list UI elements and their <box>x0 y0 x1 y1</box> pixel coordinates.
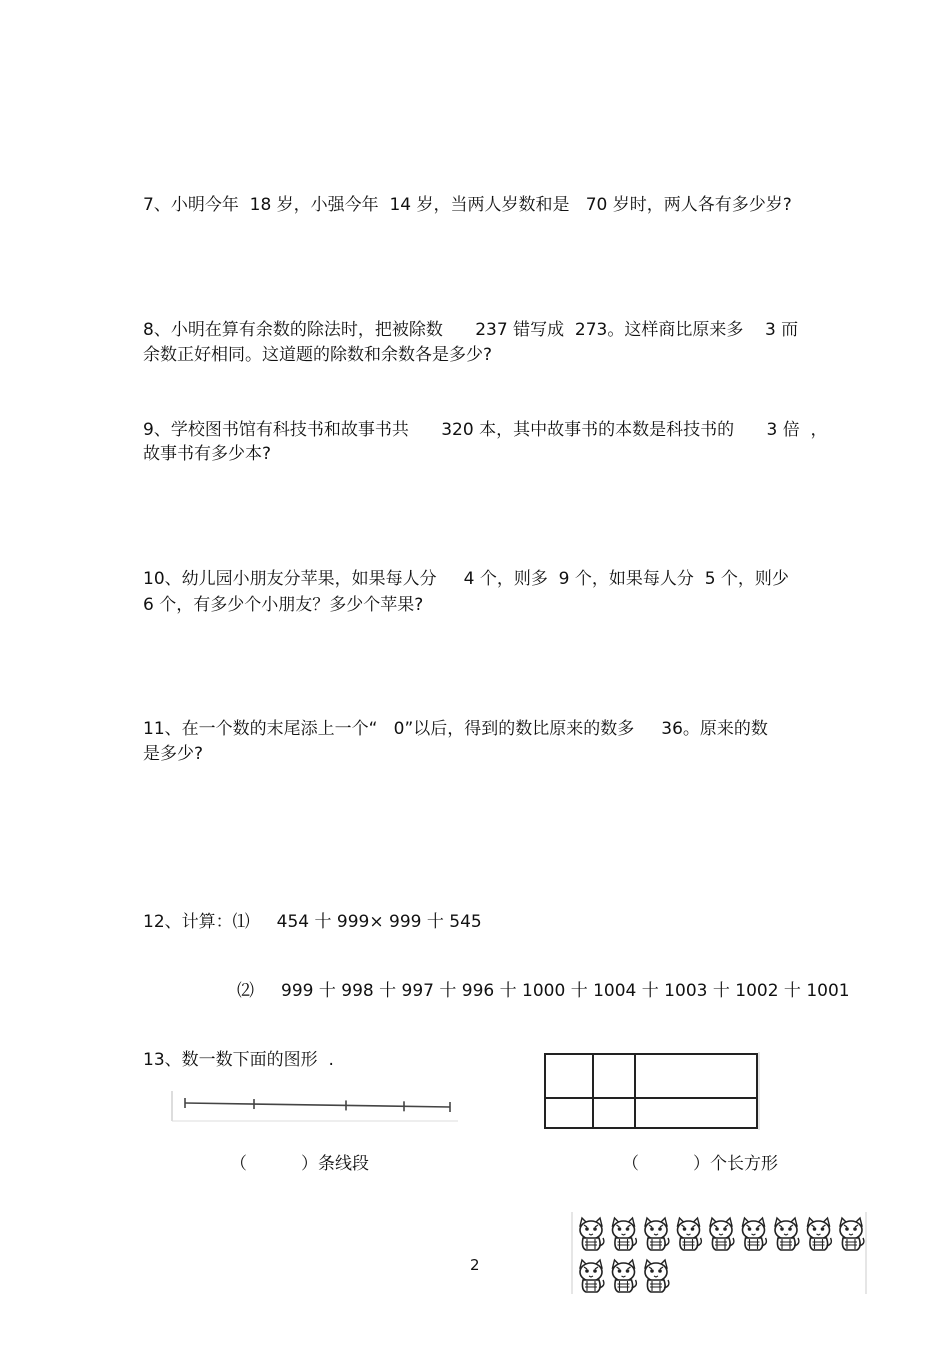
cat-icon <box>840 1218 864 1250</box>
cat-icon <box>678 1218 702 1250</box>
question-11-line-1: 11、在一个数的末尾添上一个“ 0”以后，得到的数比原来的数多 36。原来的数 <box>143 719 768 739</box>
page-number: 2 <box>470 1256 480 1274</box>
question-12-part-2: ⑵ 999 十 998 十 997 十 996 十 1000 十 1004 十 1003 十 1002 十 1001 <box>237 981 850 1001</box>
question-9-line-2: 故事书有多少本? <box>143 444 272 464</box>
cat-icon <box>710 1218 734 1250</box>
cat-icon <box>613 1260 637 1292</box>
cat-icons <box>580 1218 864 1292</box>
cat-icon <box>808 1218 832 1250</box>
cat-icon <box>580 1218 604 1250</box>
question-13: 13、数一数下面的图形 . <box>143 1050 334 1070</box>
cat-icon <box>580 1260 604 1292</box>
question-8-line-2: 余数正好相同。这道题的除数和余数各是多少? <box>143 345 493 365</box>
outer-rectangle <box>545 1054 757 1128</box>
question-11-line-2: 是多少? <box>143 744 204 764</box>
rectangle-count-answer: （ ）个长方形 <box>622 1154 779 1174</box>
cat-icon <box>613 1218 637 1250</box>
question-8-line-1: 8、小明在算有余数的除法时，把被除数 237 错写成 273。这样商比原来多 3 而 <box>143 320 799 340</box>
line-segment-figure <box>170 1089 460 1123</box>
question-9-line-1: 9、学校图书馆有科技书和故事书共 320 本，其中故事书的本数是科技书的 3 倍 ， <box>143 420 828 440</box>
question-7: 7、小明今年 18 岁，小强今年 14 岁，当两人岁数和是 70 岁时，两人各有多少岁? <box>143 195 792 215</box>
cat-icon <box>645 1218 669 1250</box>
question-10-line-2: 6 个，有多少个小朋友？多少个苹果? <box>143 595 424 615</box>
cat-group-figure <box>571 1212 867 1294</box>
cat-icon <box>645 1260 669 1292</box>
question-10-line-1: 10、幼儿园小朋友分苹果，如果每人分 4 个，则多 9 个，如果每人分 5 个，则少 <box>143 569 789 589</box>
rectangle-figure <box>543 1050 761 1132</box>
line-segment <box>185 1103 450 1107</box>
segment-count-answer: （ ）条线段 <box>230 1154 370 1174</box>
cat-icon <box>743 1218 767 1250</box>
cat-icon <box>775 1218 799 1250</box>
question-12-part-1: 12、计算：⑴ 454 十 999× 999 十 545 <box>143 912 482 932</box>
